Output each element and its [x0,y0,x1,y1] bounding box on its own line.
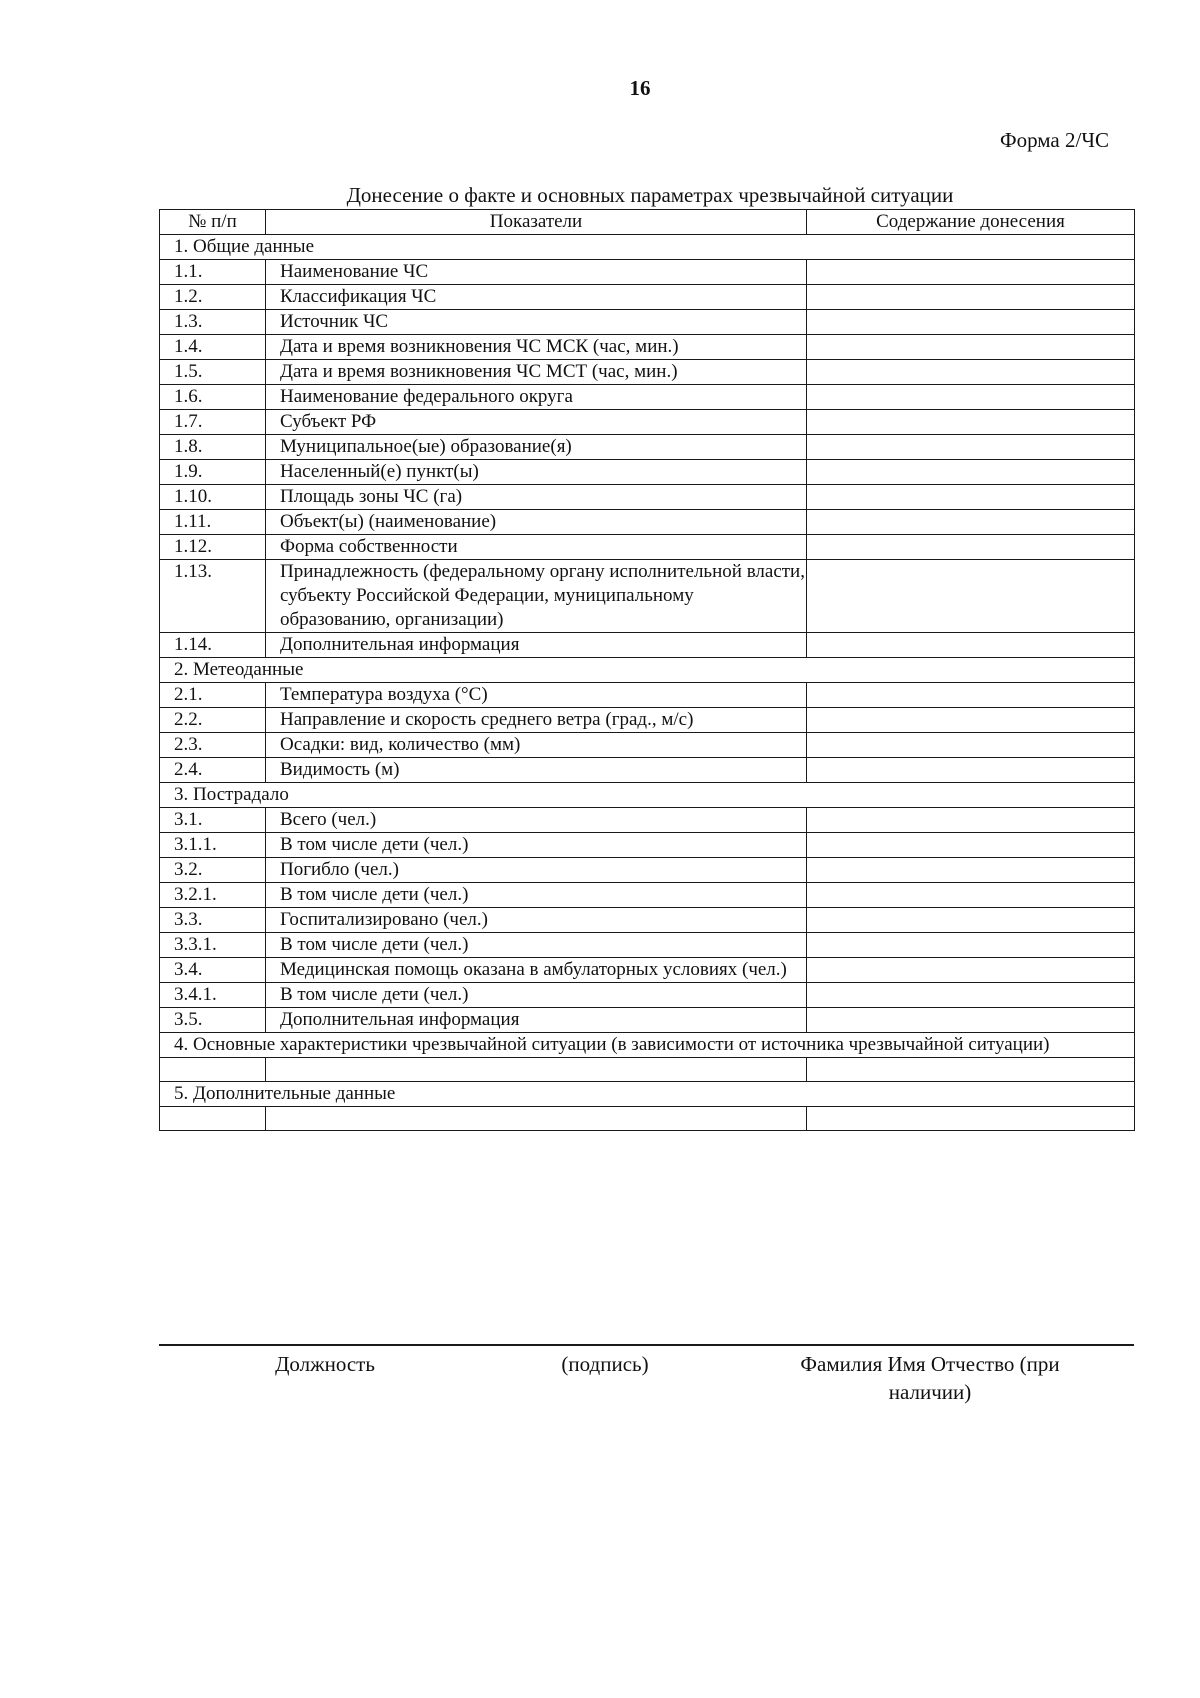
row-indicator: Наименование федерального округа [266,385,807,410]
row-indicator: Населенный(е) пункт(ы) [266,460,807,485]
row-content-cell[interactable] [807,833,1135,858]
row-content-cell[interactable] [807,260,1135,285]
section-title: 5. Дополнительные данные [160,1082,1135,1107]
row-content-cell[interactable] [807,633,1135,658]
row-content-cell[interactable] [807,310,1135,335]
row-indicator: Дата и время возникновения ЧС МСТ (час, мин.) [266,360,807,385]
row-indicator: Дополнительная информация [266,633,807,658]
row-indicator: Классификация ЧС [266,285,807,310]
table-row [160,485,1135,510]
signature-sign: (подпись) [561,1352,649,1376]
row-indicator: Наименование ЧС [266,260,807,285]
table-row [160,1058,1135,1082]
section-row [160,235,1135,260]
row-number: 3.3.1. [160,933,266,958]
section-title: 4. Основные характеристики чрезвычайной ситуации (в зависимости от источника чрезвычайной ситуации) [160,1033,1135,1058]
header-content: Содержание донесения [807,210,1135,235]
table-header-row [160,210,1135,235]
table-row [160,1008,1135,1033]
row-number: 1.14. [160,633,266,658]
row-content-cell[interactable] [807,535,1135,560]
row-content-cell[interactable] [807,485,1135,510]
row-indicator: Муниципальное(ые) образование(я) [266,435,807,460]
row-number: 3.1. [160,808,266,833]
section-row [160,1033,1135,1058]
row-indicator: Осадки: вид, количество (мм) [266,733,807,758]
table-row [160,1107,1135,1131]
row-content-cell[interactable] [807,510,1135,535]
table-row [160,310,1135,335]
row-content-cell[interactable] [807,758,1135,783]
section-row [160,783,1135,808]
row-number: 1.2. [160,285,266,310]
row-number: 1.12. [160,535,266,560]
row-indicator: Госпитализировано (чел.) [266,908,807,933]
row-number: 2.1. [160,683,266,708]
row-indicator: Дополнительная информация [266,1008,807,1033]
table-row [160,285,1135,310]
row-indicator [266,1107,807,1131]
row-content-cell[interactable] [807,460,1135,485]
header-indicators: Показатели [266,210,807,235]
row-content-cell[interactable] [807,733,1135,758]
report-table [159,209,1135,1131]
table-row [160,410,1135,435]
row-indicator: Всего (чел.) [266,808,807,833]
row-indicator: В том числе дети (чел.) [266,933,807,958]
table-row [160,833,1135,858]
table-row [160,510,1135,535]
report-title: Донесение о факте и основных параметрах чрезвычайной ситуации [346,183,954,207]
section-title: 3. Пострадало [160,783,1135,808]
row-indicator: В том числе дети (чел.) [266,883,807,908]
row-indicator: Площадь зоны ЧС (га) [266,485,807,510]
row-number: 3.4.1. [160,983,266,1008]
row-content-cell[interactable] [807,683,1135,708]
row-content-cell[interactable] [807,335,1135,360]
row-number: 1.1. [160,260,266,285]
row-indicator: Направление и скорость среднего ветра (град., м/с) [266,708,807,733]
row-content-cell[interactable] [807,560,1135,633]
row-indicator: Погибло (чел.) [266,858,807,883]
table-row [160,435,1135,460]
signature-name: Фамилия Имя Отчество (при наличии) [800,1352,1060,1404]
signature-line [159,1344,1134,1346]
table-row [160,460,1135,485]
row-number: 3.4. [160,958,266,983]
table-row [160,958,1135,983]
table-row [160,733,1135,758]
row-number: 2.3. [160,733,266,758]
report-table-body [160,210,1135,1131]
row-content-cell[interactable] [807,435,1135,460]
row-number: 2.2. [160,708,266,733]
row-indicator: Форма собственности [266,535,807,560]
table-row [160,758,1135,783]
row-indicator: Видимость (м) [266,758,807,783]
row-number: 3.1.1. [160,833,266,858]
row-indicator: Медицинская помощь оказана в амбулаторных условиях (чел.) [266,958,807,983]
row-content-cell[interactable] [807,858,1135,883]
section-title: 2. Метеоданные [160,658,1135,683]
table-row [160,933,1135,958]
row-indicator: Температура воздуха (°C) [266,683,807,708]
row-indicator: Дата и время возникновения ЧС МСК (час, мин.) [266,335,807,360]
row-indicator: Источник ЧС [266,310,807,335]
form-label: Форма 2/ЧС [1000,128,1109,152]
row-number: 3.2.1. [160,883,266,908]
row-number: 1.13. [160,560,266,633]
row-number: 1.6. [160,385,266,410]
row-indicator [266,1058,807,1082]
table-row [160,683,1135,708]
table-row [160,385,1135,410]
table-row [160,535,1135,560]
section-row [160,1082,1135,1107]
row-indicator: В том числе дети (чел.) [266,983,807,1008]
row-indicator: Субъект РФ [266,410,807,435]
row-number: 1.3. [160,310,266,335]
row-number: 3.2. [160,858,266,883]
table-row [160,360,1135,385]
row-content-cell[interactable] [807,933,1135,958]
row-content-cell[interactable] [807,410,1135,435]
row-number: 1.8. [160,435,266,460]
row-content-cell[interactable] [807,1008,1135,1033]
row-indicator: Принадлежность (федеральному органу исполнительной власти, субъекту Российской Федерации, муниципальному образованию, организации) [266,560,807,633]
table-row [160,908,1135,933]
row-content-cell[interactable] [807,1058,1135,1082]
row-content-cell[interactable] [807,983,1135,1008]
row-number: 3.3. [160,908,266,933]
table-row [160,883,1135,908]
row-content-cell[interactable] [807,908,1135,933]
row-content-cell[interactable] [807,808,1135,833]
table-row [160,260,1135,285]
table-row [160,560,1135,633]
row-content-cell[interactable] [807,708,1135,733]
table-row [160,983,1135,1008]
header-number: № п/п [160,210,266,235]
row-number: 1.9. [160,460,266,485]
row-content-cell[interactable] [807,883,1135,908]
row-number [160,1107,266,1131]
signature-position: Должность [275,1352,375,1376]
table-row [160,808,1135,833]
row-content-cell[interactable] [807,360,1135,385]
section-row [160,658,1135,683]
section-title: 1. Общие данные [160,235,1135,260]
table-row [160,708,1135,733]
table-row [160,633,1135,658]
row-number: 2.4. [160,758,266,783]
row-number: 1.4. [160,335,266,360]
row-number: 3.5. [160,1008,266,1033]
page-number: 16 [629,76,651,100]
row-indicator: В том числе дети (чел.) [266,833,807,858]
row-content-cell[interactable] [807,385,1135,410]
row-number: 1.11. [160,510,266,535]
row-number: 1.5. [160,360,266,385]
table-row [160,858,1135,883]
row-number: 1.10. [160,485,266,510]
row-indicator: Объект(ы) (наименование) [266,510,807,535]
row-content-cell[interactable] [807,285,1135,310]
row-number: 1.7. [160,410,266,435]
row-content-cell[interactable] [807,958,1135,983]
table-row [160,335,1135,360]
row-content-cell[interactable] [807,1107,1135,1131]
row-number [160,1058,266,1082]
